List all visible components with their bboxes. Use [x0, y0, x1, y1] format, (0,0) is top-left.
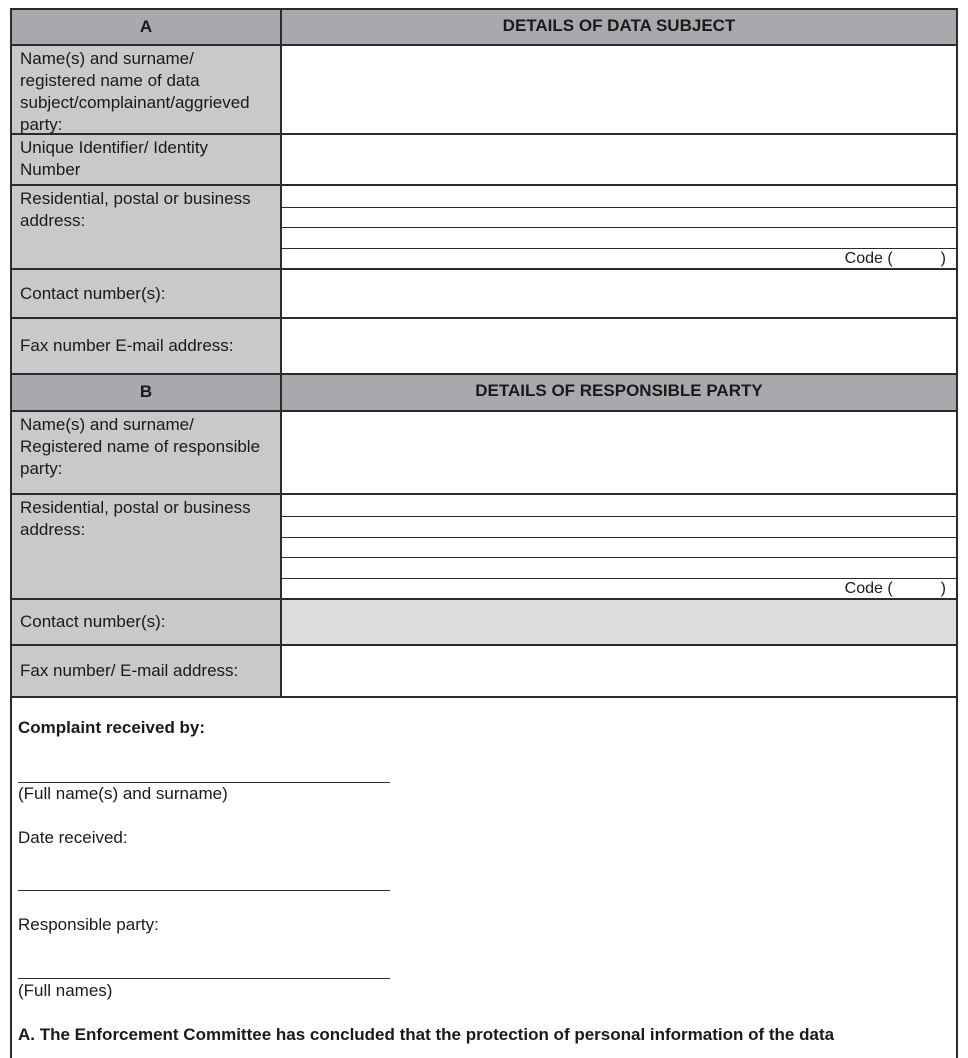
- section-b-letter: B: [12, 375, 282, 410]
- b-name-field[interactable]: [282, 412, 956, 493]
- a-contact-field[interactable]: [282, 270, 956, 317]
- complaint-form: [10, 8, 958, 1058]
- a-address-label: Residential, postal or business address:: [12, 186, 282, 268]
- address-line: [282, 207, 956, 208]
- section-a-header: [12, 10, 956, 46]
- section-b-title: DETAILS OF RESPONSIBLE PARTY: [282, 375, 956, 410]
- b-fax-field[interactable]: [282, 646, 956, 696]
- address-line: [282, 557, 956, 558]
- section-a-letter: A: [12, 10, 282, 44]
- a-id-row: [12, 135, 956, 186]
- received-by-label: Complaint received by:: [18, 718, 206, 737]
- a-id-field[interactable]: [282, 135, 956, 184]
- address-line: [282, 578, 956, 579]
- b-postal-code: Code ( ): [844, 580, 946, 597]
- address-line: [282, 227, 956, 228]
- responsible-party-line[interactable]: [18, 978, 390, 979]
- address-line: [282, 248, 956, 249]
- received-by-signature-line[interactable]: [18, 782, 390, 783]
- date-received-label: Date received:: [18, 828, 128, 847]
- a-contact-row: [12, 270, 956, 319]
- b-name-label: Name(s) and surname/ Registered name of responsible party:: [12, 412, 282, 493]
- section-b-header: [12, 375, 956, 412]
- b-address-row: [12, 495, 956, 600]
- b-name-row: [12, 412, 956, 495]
- b-address-label: Residential, postal or business address:: [12, 495, 282, 598]
- a-name-label: Name(s) and surname/ registered name of data subject/complainant/aggrieved party:: [12, 46, 282, 133]
- responsible-party-label: Responsible party:: [18, 915, 159, 934]
- a-postal-code: Code ( ): [844, 250, 946, 267]
- a-address-field[interactable]: [282, 186, 956, 268]
- a-id-label: Unique Identifier/ Identity Number: [12, 135, 282, 184]
- b-contact-row: [12, 600, 956, 646]
- b-contact-field[interactable]: [282, 600, 956, 644]
- section-a-title: DETAILS OF DATA SUBJECT: [282, 10, 956, 44]
- a-fax-field[interactable]: [282, 319, 956, 373]
- a-name-field[interactable]: [282, 46, 956, 133]
- conclusion-text: A. The Enforcement Committee has concluded that the protection of personal information of the data: [18, 1025, 835, 1044]
- b-fax-label: Fax number/ E-mail address:: [12, 646, 282, 696]
- a-name-row: [12, 46, 956, 135]
- b-address-field[interactable]: [282, 495, 956, 598]
- a-address-row: [12, 186, 956, 270]
- date-received-line[interactable]: [18, 890, 390, 891]
- b-contact-label: Contact number(s):: [12, 600, 282, 644]
- full-names-caption: (Full names): [18, 981, 113, 1000]
- b-fax-row: [12, 646, 956, 698]
- a-fax-row: [12, 319, 956, 375]
- a-fax-label: Fax number E-mail address:: [12, 319, 282, 373]
- address-line: [282, 537, 956, 538]
- full-name-caption: (Full name(s) and surname): [18, 784, 228, 803]
- a-contact-label: Contact number(s):: [12, 270, 282, 317]
- address-line: [282, 516, 956, 517]
